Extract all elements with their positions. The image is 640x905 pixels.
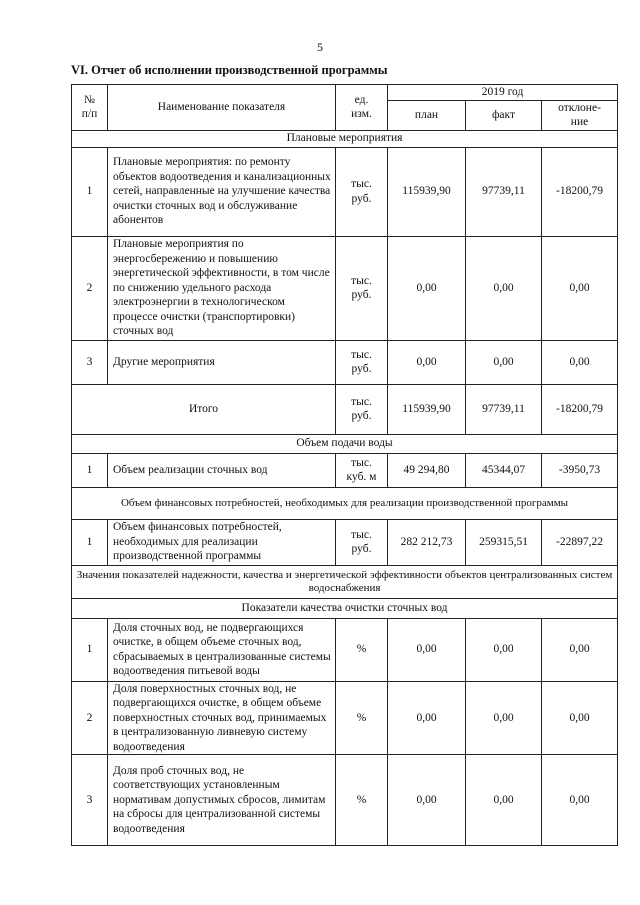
row-fact: 0,00 <box>466 755 542 846</box>
row-unit: тыс. руб. <box>336 340 388 384</box>
row-unit: % <box>336 681 388 755</box>
row-plan: 115939,90 <box>388 384 466 434</box>
table-row <box>72 755 618 846</box>
section-row-quality <box>72 598 618 618</box>
row-num: 3 <box>72 340 108 384</box>
row-fact: 97739,11 <box>466 384 542 434</box>
row-deviation: 0,00 <box>542 340 618 384</box>
row-name: Плановые мероприятия по энергосбережению и повышению энергетической эффективности, в том числе по снижению удельного расхода электроэнергии в технологическом процессе очистки (транспортировки) сточных вод <box>108 236 336 340</box>
row-deviation: -18200,79 <box>542 147 618 236</box>
row-num: 1 <box>72 453 108 487</box>
section-quality: Показатели качества очистки сточных вод <box>72 598 618 618</box>
section-row-planned <box>72 130 618 147</box>
row-fact: 0,00 <box>466 236 542 340</box>
total-label: Итого <box>72 384 336 434</box>
row-fact: 45344,07 <box>466 453 542 487</box>
header-fact: факт <box>466 100 542 130</box>
section-row-volume <box>72 434 618 453</box>
header-unit: ед. изм. <box>336 85 388 131</box>
row-deviation: -22897,22 <box>542 519 618 565</box>
row-deviation: 0,00 <box>542 681 618 755</box>
section-financial: Объем финансовых потребностей, необходимых для реализации производственной программы <box>72 487 618 519</box>
row-fact: 0,00 <box>466 618 542 681</box>
table-row <box>72 519 618 565</box>
row-deviation: 0,00 <box>542 618 618 681</box>
row-fact: 97739,11 <box>466 147 542 236</box>
header-year: 2019 год <box>388 85 618 101</box>
page-number: 5 <box>317 40 323 54</box>
table-row <box>72 340 618 384</box>
section-volume: Объем подачи воды <box>72 434 618 453</box>
row-name: Другие мероприятия <box>108 340 336 384</box>
row-unit: % <box>336 618 388 681</box>
row-num: 1 <box>72 147 108 236</box>
row-plan: 0,00 <box>388 340 466 384</box>
row-unit: % <box>336 755 388 846</box>
row-name: Объем реализации сточных вод <box>108 453 336 487</box>
row-deviation: 0,00 <box>542 755 618 846</box>
table-row <box>72 453 618 487</box>
row-unit: тыс. руб. <box>336 236 388 340</box>
section-planned: Плановые мероприятия <box>72 130 618 147</box>
table-row <box>72 681 618 755</box>
row-fact: 259315,51 <box>466 519 542 565</box>
section-row-reliability <box>72 565 618 598</box>
row-deviation: -18200,79 <box>542 384 618 434</box>
section-heading: VI. Отчет об исполнении производственной программы <box>71 63 388 77</box>
production-program-table <box>71 84 618 846</box>
header-name: Наименование показателя <box>108 85 336 131</box>
table-row <box>72 236 618 340</box>
row-num: 1 <box>72 519 108 565</box>
row-num: 3 <box>72 755 108 846</box>
row-name: Плановые мероприятия: по ремонту объектов водоотведения и канализационных сетей, направленные на улучшение качества очистки сточных вод и обслуживание абонентов <box>108 147 336 236</box>
row-name: Доля сточных вод, не подвергающихся очистке, в общем объеме сточных вод, сбрасываемых в централизованные системы водоотведения питьевой воды <box>108 618 336 681</box>
row-fact: 0,00 <box>466 681 542 755</box>
row-unit: тыс. куб. м <box>336 453 388 487</box>
total-row <box>72 384 618 434</box>
header-row <box>72 85 618 101</box>
row-name: Объем финансовых потребностей, необходимых для реализации производственной программы <box>108 519 336 565</box>
row-num: 1 <box>72 618 108 681</box>
header-plan: план <box>388 100 466 130</box>
row-unit: тыс. руб. <box>336 384 388 434</box>
table-row <box>72 147 618 236</box>
row-plan: 0,00 <box>388 236 466 340</box>
header-deviation: отклоне- ние <box>542 100 618 130</box>
row-fact: 0,00 <box>466 340 542 384</box>
row-plan: 0,00 <box>388 618 466 681</box>
header-num: № п/п <box>72 85 108 131</box>
section-row-financial <box>72 487 618 519</box>
row-deviation: -3950,73 <box>542 453 618 487</box>
section-reliability: Значения показателей надежности, качества и энергетической эффективности объектов централизованных систем водоснабжения <box>72 565 618 598</box>
row-plan: 0,00 <box>388 681 466 755</box>
row-name: Доля проб сточных вод, не соответствующих установленным нормативам допустимых сбросов, лимитам на сбросы для централизованной системы водоотведения <box>108 755 336 846</box>
row-plan: 0,00 <box>388 755 466 846</box>
table-row <box>72 618 618 681</box>
row-num: 2 <box>72 681 108 755</box>
row-name: Доля поверхностных сточных вод, не подвергающихся очистке, в общем объеме поверхностных сточных вод, принимаемых в централизованную ливневую систему водоотведения <box>108 681 336 755</box>
row-deviation: 0,00 <box>542 236 618 340</box>
row-plan: 282 212,73 <box>388 519 466 565</box>
row-unit: тыс. руб. <box>336 519 388 565</box>
row-plan: 115939,90 <box>388 147 466 236</box>
row-unit: тыс. руб. <box>336 147 388 236</box>
row-plan: 49 294,80 <box>388 453 466 487</box>
row-num: 2 <box>72 236 108 340</box>
